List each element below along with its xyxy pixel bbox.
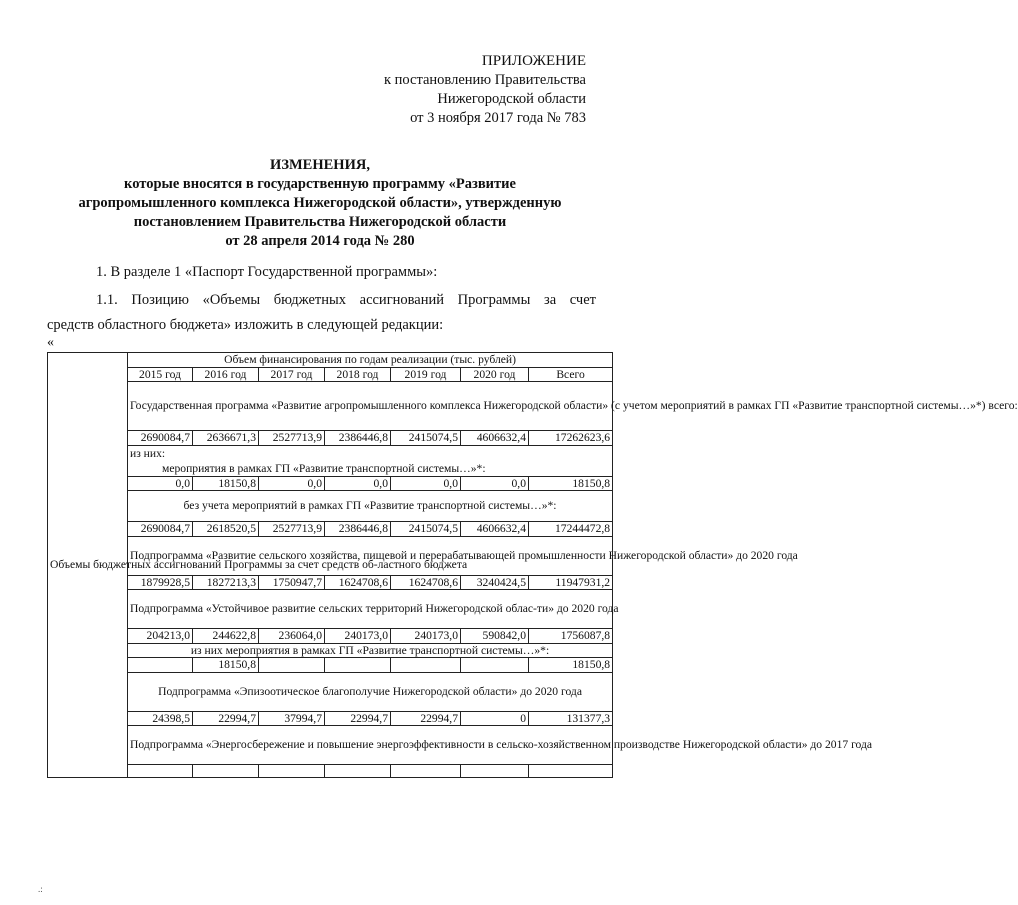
title-line-5: от 28 апреля 2014 года № 280	[225, 233, 415, 249]
table-cell: 2386446,8	[325, 431, 391, 446]
table-cell	[259, 658, 325, 673]
table-row	[48, 575, 613, 590]
subprogram-2-events-label: из них мероприятия в рамках ГП «Развитие транспортной системы…»*:	[128, 643, 613, 658]
table-row	[48, 590, 613, 629]
table-cell: 18150,8	[529, 658, 613, 673]
table-cell: 131377,3	[529, 711, 613, 726]
table-cell: 11947931,2	[529, 575, 613, 590]
table-cell	[259, 765, 325, 778]
table-cell: 2527713,9	[259, 431, 325, 446]
scan-marks: .:	[38, 884, 43, 894]
appendix-line-2: Нижегородской области	[437, 91, 586, 107]
year-header: 2018 год	[325, 367, 391, 382]
table-cell: 4606632,4	[461, 431, 529, 446]
table-cell	[391, 765, 461, 778]
of-them-text: из них:	[130, 446, 166, 460]
section-1-text: 1. В разделе 1 «Паспорт Государственной программы»:	[96, 264, 438, 280]
table-cell: 0	[461, 711, 529, 726]
table-cell: 4606632,4	[461, 522, 529, 537]
table-row	[48, 711, 613, 726]
table-cell	[325, 765, 391, 778]
table-cell: 18150,8	[529, 476, 613, 491]
year-header: 2016 год	[193, 367, 259, 382]
year-header: Всего	[529, 367, 613, 382]
title-line-2: которые вносятся в государственную программу «Развитие	[124, 176, 516, 192]
table-row	[48, 476, 613, 491]
table-cell: 0,0	[128, 476, 193, 491]
table-cell: 2618520,5	[193, 522, 259, 537]
table-cell: 24398,5	[128, 711, 193, 726]
year-header: 2019 год	[391, 367, 461, 382]
table-cell: 2690084,7	[128, 431, 193, 446]
table-cell: 0,0	[391, 476, 461, 491]
table-cell: 0,0	[259, 476, 325, 491]
table-cell: 1624708,6	[325, 575, 391, 590]
subprogram-3-label: Подпрограмма «Эпизоотическое благополучие Нижегородской области» до 2020 года	[128, 672, 613, 711]
table-row	[48, 353, 613, 368]
table-row	[48, 382, 613, 431]
table-cell: 22994,7	[391, 711, 461, 726]
table-cell: 3240424,5	[461, 575, 529, 590]
table-row	[48, 629, 613, 644]
document-title	[0, 156, 640, 251]
table-cell	[529, 765, 613, 778]
table-cell: 18150,8	[193, 476, 259, 491]
table-cell: 1750947,7	[259, 575, 325, 590]
appendix-heading: ПРИЛОЖЕНИЕ	[481, 53, 586, 69]
table-cell: 2415074,5	[391, 431, 461, 446]
table-cell: 1827213,3	[193, 575, 259, 590]
appendix-line-3: от 3 ноября 2017 года № 783	[410, 110, 586, 126]
table-cell	[128, 765, 193, 778]
table-row	[48, 726, 613, 765]
row-header-cell: Объемы бюджетных ассигнований Программы за счет средств об-ластного бюджета	[48, 353, 128, 778]
events-label: мероприятия в рамках ГП «Развитие транспортной системы…»*:	[162, 461, 486, 475]
table-cell: 240173,0	[325, 629, 391, 644]
table-cell: 17262623,6	[529, 431, 613, 446]
subprogram-4-label: Подпрограмма «Энергосбережение и повышение энергоэффективности в сельско-хозяйственном производстве Нижегородской области» до 2017 года	[128, 726, 613, 765]
year-header: 2015 год	[128, 367, 193, 382]
table-cell: 2636671,3	[193, 431, 259, 446]
table-cell	[461, 765, 529, 778]
table-row	[48, 522, 613, 537]
title-line-3: агропромышленного комплекса Нижегородской области», утвержденную	[78, 195, 562, 211]
table-cell: 244622,8	[193, 629, 259, 644]
of-them-label	[128, 445, 613, 476]
table-row	[48, 445, 613, 476]
table-cell: 240173,0	[391, 629, 461, 644]
item-1-1-line-2: средств областного бюджета» изложить в следующей редакции:	[47, 317, 444, 333]
table-cell: 1624708,6	[391, 575, 461, 590]
table-cell: 1879928,5	[128, 575, 193, 590]
table-cell	[193, 765, 259, 778]
without-events-label: без учета мероприятий в рамках ГП «Развитие транспортной системы…»*:	[128, 491, 613, 522]
subprogram-1-label: Подпрограмма «Развитие сельского хозяйства, пищевой и перерабатывающей промышленности Нижегородской области» до 2020 года	[128, 536, 613, 575]
table-cell: 22994,7	[325, 711, 391, 726]
table-cell	[128, 658, 193, 673]
table-cell: 2415074,5	[391, 522, 461, 537]
table-row	[48, 367, 613, 382]
appendix-block	[384, 52, 586, 128]
table-cell: 0,0	[325, 476, 391, 491]
table-cell: 0,0	[461, 476, 529, 491]
table-cell: 1756087,8	[529, 629, 613, 644]
year-header: 2017 год	[259, 367, 325, 382]
table-row	[48, 491, 613, 522]
table-cell: 590842,0	[461, 629, 529, 644]
appendix-line-1: к постановлению Правительства	[384, 72, 586, 88]
table-row	[48, 765, 613, 778]
table-cell: 22994,7	[193, 711, 259, 726]
table-row	[48, 672, 613, 711]
title-line-1: ИЗМЕНЕНИЯ,	[270, 157, 370, 173]
table-cell: 37994,7	[259, 711, 325, 726]
table-cell: 17244472,8	[529, 522, 613, 537]
table-cell: 2527713,9	[259, 522, 325, 537]
title-line-4: постановлением Правительства Нижегородской области	[133, 214, 507, 230]
table-row	[48, 643, 613, 658]
table-cell	[325, 658, 391, 673]
gp-description: Государственная программа «Развитие агропромышленного комплекса Нижегородской области» (с учетом мероприятий в рамках ГП «Развитие транспортной системы…»*) всего:	[128, 382, 613, 431]
table-cell	[391, 658, 461, 673]
opening-quote: «	[47, 335, 54, 350]
table-cell: 236064,0	[259, 629, 325, 644]
table-cell	[461, 658, 529, 673]
table-cell: 204213,0	[128, 629, 193, 644]
table-row	[48, 658, 613, 673]
table-cell: 2386446,8	[325, 522, 391, 537]
table-row	[48, 431, 613, 446]
subprogram-2-label: Подпрограмма «Устойчивое развитие сельских территорий Нижегородской облас-ти» до 2020 года	[128, 590, 613, 629]
year-header: 2020 год	[461, 367, 529, 382]
budget-table	[47, 352, 1018, 778]
table-cell: 2690084,7	[128, 522, 193, 537]
item-1-1-line-1: 1.1. Позицию «Объемы бюджетных ассигнований Программы за счет	[96, 292, 596, 308]
funding-header: Объем финансирования по годам реализации (тыс. рублей)	[128, 353, 613, 368]
table-cell: 18150,8	[193, 658, 259, 673]
